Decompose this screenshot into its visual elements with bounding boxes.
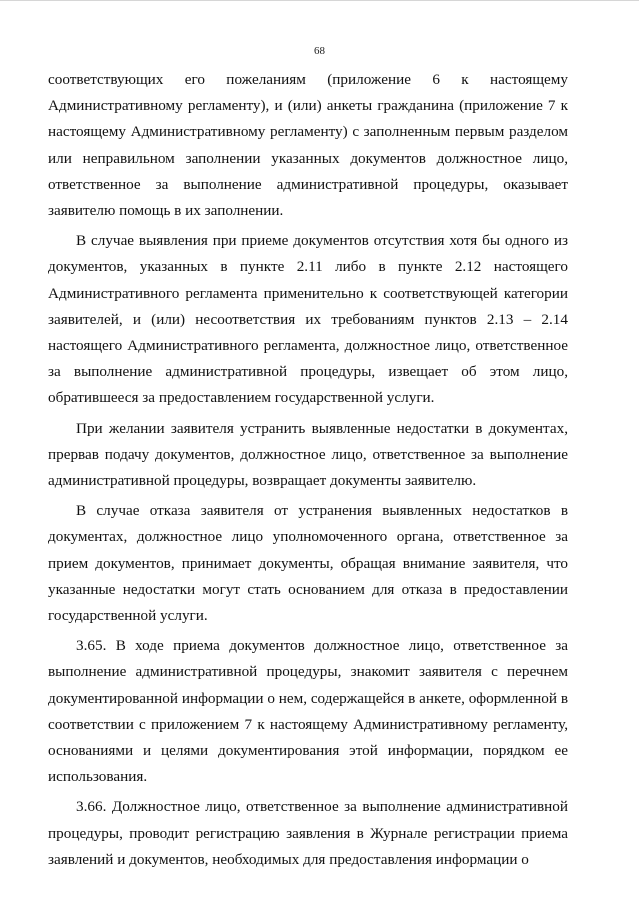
paragraph-3-65: 3.65. В ходе приема документов должностное лицо, ответственное за выполнение административной процедуры, знакомит заявителя с перечнем документированной информации о нем, содержащейся в анкете, оформленной в соответствии с приложением 7 к настоящему Административному регламенту, основаниями и целями документирования этой информации, порядком ее использования. <box>48 637 568 786</box>
paragraph-refusal-to-fix: В случае отказа заявителя от устранения выявленных недостатков в документах, должностное лицо уполномоченного органа, ответственное за прием документов, принимает документы, обращая внимание заявителя, что указанные недостатки могут стать основанием для отказа в предоставлении государственной услуги. <box>48 502 568 625</box>
paragraph-fix-deficiencies: При желании заявителя устранить выявленные недостатки в документах, прервав подачу документов, должностное лицо, ответственное за выполнение административной процедуры, возвращает документы заявителю. <box>48 419 568 490</box>
document-body <box>48 67 568 877</box>
paragraph-3-66: 3.66. Должностное лицо, ответственное за выполнение административной процедуры, проводит регистрацию заявления в Журнале регистрации приема заявлений и документов, необходимых для предоставления информации о <box>48 798 568 868</box>
paragraph-continuation: соответствующих его пожеланиям (приложение 6 к настоящему Административному регламенту), и (или) анкеты гражданина (приложение 7 к настоящему Административному регламенту) с заполненным первым разделом или неправильном заполнении указанных документов должностное лицо, ответственное за выполнение административной процедуры, оказывает заявителю помощь в их заполнении. <box>48 71 568 220</box>
page-number: 68 <box>314 45 325 57</box>
paragraph-missing-documents: В случае выявления при приеме документов отсутствия хотя бы одного из документов, указанных в пункте 2.11 либо в пункте 2.12 настоящего Административного регламента применительно к соответствующей категории заявителей, и (или) несоответствия их требованиям пунктов 2.13 – 2.14 настоящего Административного регламента, должностное лицо, ответственное за выполнение административной процедуры, извещает об этом лицо, обратившееся за предоставлением государственной услуги. <box>48 232 568 407</box>
